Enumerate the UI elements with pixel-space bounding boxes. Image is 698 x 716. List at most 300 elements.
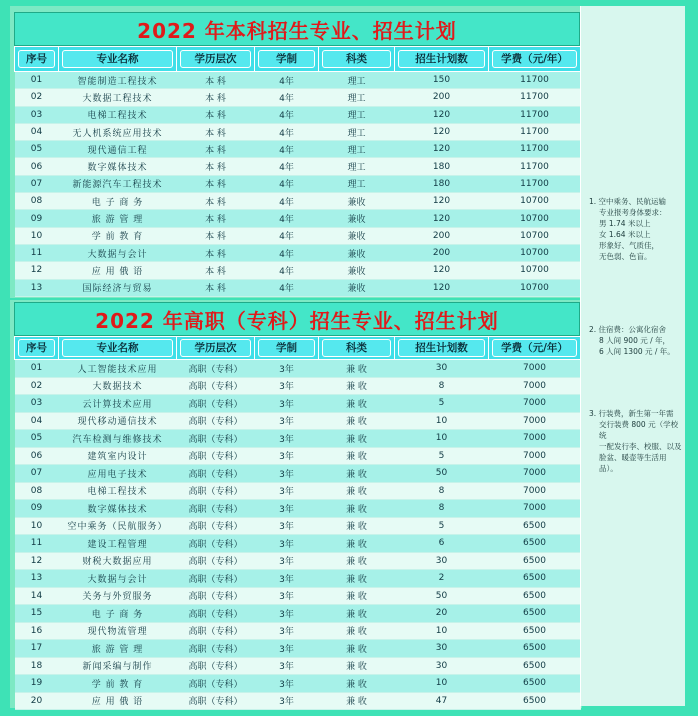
table-cell: 12 (15, 552, 59, 570)
table-cell: 4年 (255, 244, 319, 261)
table-cell: 兼收 (319, 279, 395, 296)
table-cell: 200 (395, 244, 489, 261)
table-cell: 兼 收 (319, 500, 395, 518)
table-cell: 3年 (255, 535, 319, 553)
table-cell: 120 (395, 141, 489, 158)
table-row (15, 657, 581, 675)
table-cell: 11700 (489, 175, 581, 192)
table-cell: 6500 (489, 692, 581, 710)
table-cell: 本 科 (177, 262, 255, 279)
table-cell: 兼 收 (319, 657, 395, 675)
column-header-label: 招生计划数 (398, 50, 485, 68)
table-cell: 兼 收 (319, 465, 395, 483)
table-cell: 空中乘务（民航服务） (59, 517, 177, 535)
table-cell: 应用电子技术 (59, 465, 177, 483)
table-cell: 10700 (489, 279, 581, 296)
note-line: 2. 住宿费：公寓化宿舍 (589, 325, 667, 334)
table-cell: 20 (395, 605, 489, 623)
column-header (255, 337, 319, 360)
table-cell: 03 (15, 395, 59, 413)
table-cell: 兼 收 (319, 605, 395, 623)
table-cell: 11700 (489, 123, 581, 140)
table-cell: 3年 (255, 447, 319, 465)
table-cell: 本 科 (177, 72, 255, 89)
table-cell: 14 (15, 587, 59, 605)
table-cell: 大数据与会计 (59, 570, 177, 588)
table-cell: 3年 (255, 360, 319, 378)
note-line: 8 人间 900 元 / 年， (599, 336, 671, 345)
table-cell: 10 (395, 430, 489, 448)
table-cell: 16 (15, 622, 59, 640)
note-body-requirements (589, 196, 683, 262)
table-cell: 07 (15, 175, 59, 192)
table-cell: 6500 (489, 587, 581, 605)
table-cell: 兼收 (319, 262, 395, 279)
table-cell: 高职（专科） (177, 605, 255, 623)
table-cell: 3年 (255, 377, 319, 395)
table-cell: 05 (15, 430, 59, 448)
table-cell: 本 科 (177, 123, 255, 140)
table-row (15, 587, 581, 605)
table-cell: 3年 (255, 605, 319, 623)
table-cell: 20 (15, 692, 59, 710)
note-line: 无色弱、色盲。 (599, 252, 652, 261)
table-cell: 4年 (255, 193, 319, 210)
table-cell: 学 前 教 育 (59, 675, 177, 693)
table-cell: 10 (395, 412, 489, 430)
table-cell: 7000 (489, 430, 581, 448)
table-row (15, 123, 581, 140)
table-cell: 10700 (489, 193, 581, 210)
table-cell: 4年 (255, 175, 319, 192)
table-cell: 18 (15, 657, 59, 675)
table-cell: 30 (395, 552, 489, 570)
note-line: 6 人间 1300 元 / 年。 (599, 347, 675, 356)
table-row (15, 412, 581, 430)
table-row (15, 360, 581, 378)
table-cell: 4年 (255, 141, 319, 158)
table-cell: 10700 (489, 262, 581, 279)
table-cell: 兼 收 (319, 640, 395, 658)
table-cell: 7000 (489, 395, 581, 413)
column-header (15, 47, 59, 72)
table-row (15, 158, 581, 175)
table-cell: 兼 收 (319, 447, 395, 465)
table-row (15, 570, 581, 588)
table-cell: 3年 (255, 430, 319, 448)
table-cell: 现代通信工程 (59, 141, 177, 158)
table-row (15, 535, 581, 553)
table-cell: 11 (15, 535, 59, 553)
note-line: 一配发行李、校服、以及 (599, 442, 682, 451)
table-cell: 8 (395, 377, 489, 395)
table-cell: 10 (395, 675, 489, 693)
table-cell: 10700 (489, 244, 581, 261)
table-cell: 7000 (489, 412, 581, 430)
table-row (15, 605, 581, 623)
section2-title: 2022 年高职（专科）招生专业、招生计划 (14, 302, 580, 336)
table-cell: 6 (395, 535, 489, 553)
note-line: 交行装费 800 元（学校统 (599, 420, 679, 440)
table-cell: 高职（专科） (177, 622, 255, 640)
table-row (15, 193, 581, 210)
table-row (15, 89, 581, 106)
table-cell: 理工 (319, 106, 395, 123)
table-cell: 120 (395, 193, 489, 210)
table-cell: 02 (15, 89, 59, 106)
table-row (15, 692, 581, 710)
table-cell: 高职（专科） (177, 500, 255, 518)
table-cell: 3年 (255, 500, 319, 518)
table-cell: 高职（专科） (177, 657, 255, 675)
table-cell: 120 (395, 279, 489, 296)
table-cell: 大数据技术 (59, 377, 177, 395)
table-cell: 11700 (489, 89, 581, 106)
note-line: 脸盆、暖壶等生活用品）。 (599, 453, 667, 473)
table-cell: 建设工程管理 (59, 535, 177, 553)
table-cell: 180 (395, 158, 489, 175)
table-cell: 08 (15, 482, 59, 500)
note-line: 男 1.74 米以上 (599, 219, 651, 228)
table-cell: 5 (395, 395, 489, 413)
table-cell: 06 (15, 158, 59, 175)
table-cell: 4年 (255, 89, 319, 106)
table-cell: 13 (15, 279, 59, 296)
table-cell: 06 (15, 447, 59, 465)
table-cell: 3年 (255, 640, 319, 658)
table-cell: 电 子 商 务 (59, 193, 177, 210)
table-cell: 4年 (255, 106, 319, 123)
table-cell: 建筑室内设计 (59, 447, 177, 465)
table-cell: 200 (395, 227, 489, 244)
table-cell: 6500 (489, 622, 581, 640)
undergrad-table (14, 46, 581, 297)
table-cell: 10 (15, 517, 59, 535)
table-row (15, 244, 581, 261)
table-cell: 150 (395, 72, 489, 89)
table-row (15, 175, 581, 192)
table-cell: 本 科 (177, 106, 255, 123)
table-cell: 旅 游 管 理 (59, 640, 177, 658)
table-row (15, 106, 581, 123)
table-cell: 兼 收 (319, 395, 395, 413)
table-cell: 兼 收 (319, 412, 395, 430)
table-cell: 03 (15, 106, 59, 123)
table-cell: 11700 (489, 141, 581, 158)
table-cell: 4年 (255, 72, 319, 89)
table-cell: 8 (395, 500, 489, 518)
table-row (15, 72, 581, 89)
column-header (177, 47, 255, 72)
table-cell: 本 科 (177, 141, 255, 158)
table-cell: 4年 (255, 227, 319, 244)
column-header (395, 47, 489, 72)
table-cell: 120 (395, 262, 489, 279)
table-cell: 01 (15, 360, 59, 378)
table-cell: 3年 (255, 692, 319, 710)
table-cell: 7000 (489, 377, 581, 395)
table-cell: 数字媒体技术 (59, 158, 177, 175)
table-cell: 新能源汽车工程技术 (59, 175, 177, 192)
section1-title: 2022 年本科招生专业、招生计划 (14, 12, 580, 46)
table-cell: 理工 (319, 89, 395, 106)
column-header (255, 47, 319, 72)
table-cell: 10 (15, 227, 59, 244)
table-cell: 本 科 (177, 227, 255, 244)
table-cell: 云计算技术应用 (59, 395, 177, 413)
table-cell: 3年 (255, 395, 319, 413)
column-header (319, 337, 395, 360)
table-row (15, 517, 581, 535)
table-cell: 兼 收 (319, 675, 395, 693)
table-cell: 3年 (255, 570, 319, 588)
table-row (15, 482, 581, 500)
column-header-label: 专业名称 (62, 339, 173, 357)
table-cell: 国际经济与贸易 (59, 279, 177, 296)
table-cell: 本 科 (177, 193, 255, 210)
column-header (59, 47, 177, 72)
column-header (177, 337, 255, 360)
table-cell: 人工智能技术应用 (59, 360, 177, 378)
table-cell: 理工 (319, 158, 395, 175)
table-cell: 本 科 (177, 244, 255, 261)
table-row (15, 500, 581, 518)
note-line: 3. 行装费，新生第一年需 (589, 409, 674, 418)
table-cell: 7000 (489, 360, 581, 378)
table-row (15, 430, 581, 448)
table-cell: 高职（专科） (177, 430, 255, 448)
table-row (15, 377, 581, 395)
table-cell: 3年 (255, 465, 319, 483)
table-cell: 智能制造工程技术 (59, 72, 177, 89)
table-cell: 7000 (489, 465, 581, 483)
table-cell: 15 (15, 605, 59, 623)
table-cell: 50 (395, 587, 489, 605)
table-cell: 11700 (489, 106, 581, 123)
table-row (15, 395, 581, 413)
table-cell: 高职（专科） (177, 412, 255, 430)
column-header (489, 47, 581, 72)
table-cell: 120 (395, 106, 489, 123)
column-header-label: 科类 (322, 50, 391, 68)
table-cell: 01 (15, 72, 59, 89)
column-header-label: 序号 (18, 339, 55, 357)
table-cell: 30 (395, 657, 489, 675)
column-header-label: 学历层次 (180, 339, 251, 357)
table-cell: 高职（专科） (177, 692, 255, 710)
table-cell: 大数据工程技术 (59, 89, 177, 106)
table-cell: 3年 (255, 482, 319, 500)
table-cell: 11700 (489, 72, 581, 89)
table-cell: 47 (395, 692, 489, 710)
table-cell: 数字媒体技术 (59, 500, 177, 518)
table-cell: 7000 (489, 482, 581, 500)
table-cell: 200 (395, 89, 489, 106)
table-cell: 4年 (255, 158, 319, 175)
table-cell: 6500 (489, 640, 581, 658)
table-cell: 2 (395, 570, 489, 588)
table-cell: 兼 收 (319, 622, 395, 640)
note-accommodation (589, 324, 683, 357)
table-cell: 02 (15, 377, 59, 395)
column-header-label: 序号 (18, 50, 55, 68)
table-cell: 09 (15, 210, 59, 227)
table-cell: 6500 (489, 517, 581, 535)
table-cell: 09 (15, 500, 59, 518)
table-cell: 3年 (255, 412, 319, 430)
table-cell: 本 科 (177, 210, 255, 227)
table-cell: 7000 (489, 447, 581, 465)
table-cell: 汽车检测与维修技术 (59, 430, 177, 448)
table-cell: 高职（专科） (177, 360, 255, 378)
column-header-label: 学费（元/年） (492, 50, 577, 68)
table-cell: 本 科 (177, 175, 255, 192)
column-header-label: 学制 (258, 339, 315, 357)
table-cell: 19 (15, 675, 59, 693)
table-cell: 财税大数据应用 (59, 552, 177, 570)
table-row (15, 552, 581, 570)
table-cell: 4年 (255, 123, 319, 140)
table-cell: 高职（专科） (177, 465, 255, 483)
table-row (15, 465, 581, 483)
table-cell: 大数据与会计 (59, 244, 177, 261)
table-cell: 现代移动通信技术 (59, 412, 177, 430)
table-row (15, 210, 581, 227)
table-cell: 本 科 (177, 89, 255, 106)
table-cell: 理工 (319, 175, 395, 192)
table-cell: 05 (15, 141, 59, 158)
table-cell: 无人机系统应用技术 (59, 123, 177, 140)
table-cell: 兼 收 (319, 552, 395, 570)
table-cell: 11 (15, 244, 59, 261)
table-cell: 高职（专科） (177, 517, 255, 535)
table-cell: 高职（专科） (177, 482, 255, 500)
table-cell: 兼 收 (319, 692, 395, 710)
table-cell: 10700 (489, 227, 581, 244)
table-cell: 6500 (489, 552, 581, 570)
table-cell: 08 (15, 193, 59, 210)
table-cell: 6500 (489, 535, 581, 553)
column-header (319, 47, 395, 72)
table-cell: 兼 收 (319, 482, 395, 500)
table-cell: 高职（专科） (177, 447, 255, 465)
table-cell: 理工 (319, 123, 395, 140)
table-cell: 3年 (255, 517, 319, 535)
notes-sidebar (580, 6, 685, 706)
table-cell: 11700 (489, 158, 581, 175)
table-cell: 50 (395, 465, 489, 483)
table-cell: 07 (15, 465, 59, 483)
table-cell: 学 前 教 育 (59, 227, 177, 244)
table-cell: 应 用 俄 语 (59, 262, 177, 279)
table-cell: 电 子 商 务 (59, 605, 177, 623)
table-row (15, 279, 581, 296)
table-cell: 理工 (319, 141, 395, 158)
table-cell: 7000 (489, 500, 581, 518)
table-cell: 兼 收 (319, 587, 395, 605)
column-header-label: 学制 (258, 50, 315, 68)
column-header (395, 337, 489, 360)
table-cell: 兼 收 (319, 570, 395, 588)
table-cell: 17 (15, 640, 59, 658)
table-cell: 04 (15, 123, 59, 140)
table-cell: 120 (395, 123, 489, 140)
table-cell: 5 (395, 447, 489, 465)
table-cell: 兼收 (319, 227, 395, 244)
table-cell: 本 科 (177, 279, 255, 296)
vocational-table (14, 336, 581, 710)
table-cell: 高职（专科） (177, 395, 255, 413)
table-cell: 3年 (255, 622, 319, 640)
note-line: 专业报考身体要求： (599, 208, 667, 217)
table-row (15, 640, 581, 658)
table-cell: 4年 (255, 210, 319, 227)
table-cell: 高职（专科） (177, 377, 255, 395)
table-cell: 兼 收 (319, 360, 395, 378)
table-cell: 兼 收 (319, 535, 395, 553)
table-cell: 高职（专科） (177, 535, 255, 553)
table-cell: 新闻采编与制作 (59, 657, 177, 675)
table-cell: 兼收 (319, 244, 395, 261)
table-cell: 6500 (489, 570, 581, 588)
table-cell: 180 (395, 175, 489, 192)
column-header-label: 招生计划数 (398, 339, 485, 357)
table-cell: 应 用 俄 语 (59, 692, 177, 710)
table-cell: 6500 (489, 657, 581, 675)
table-row (15, 675, 581, 693)
table-cell: 兼收 (319, 210, 395, 227)
table-cell: 高职（专科） (177, 552, 255, 570)
table-row (15, 622, 581, 640)
table-cell: 高职（专科） (177, 675, 255, 693)
table-cell: 13 (15, 570, 59, 588)
note-supplies-fee (589, 408, 683, 474)
column-header-label: 学费（元/年） (492, 339, 577, 357)
table-cell: 04 (15, 412, 59, 430)
table-cell: 30 (395, 360, 489, 378)
table-cell: 5 (395, 517, 489, 535)
table-cell: 30 (395, 640, 489, 658)
column-header (489, 337, 581, 360)
table-cell: 6500 (489, 675, 581, 693)
table-cell: 3年 (255, 675, 319, 693)
column-header-label: 科类 (322, 339, 391, 357)
table-cell: 关务与外贸服务 (59, 587, 177, 605)
table-cell: 高职（专科） (177, 570, 255, 588)
column-header (15, 337, 59, 360)
table-cell: 3年 (255, 657, 319, 675)
table-cell: 3年 (255, 552, 319, 570)
table-cell: 6500 (489, 605, 581, 623)
table-row (15, 447, 581, 465)
table-cell: 旅 游 管 理 (59, 210, 177, 227)
note-line: 1. 空中乘务、民航运输 (589, 197, 667, 206)
table-cell: 兼 收 (319, 377, 395, 395)
table-cell: 电梯工程技术 (59, 482, 177, 500)
table-cell: 理工 (319, 72, 395, 89)
table-cell: 本 科 (177, 158, 255, 175)
table-cell: 10700 (489, 210, 581, 227)
table-cell: 3年 (255, 587, 319, 605)
table-cell: 电梯工程技术 (59, 106, 177, 123)
column-header-label: 专业名称 (62, 50, 173, 68)
table-row (15, 141, 581, 158)
column-header (59, 337, 177, 360)
table-cell: 12 (15, 262, 59, 279)
table-row (15, 227, 581, 244)
table-cell: 现代物流管理 (59, 622, 177, 640)
column-header-label: 学历层次 (180, 50, 251, 68)
